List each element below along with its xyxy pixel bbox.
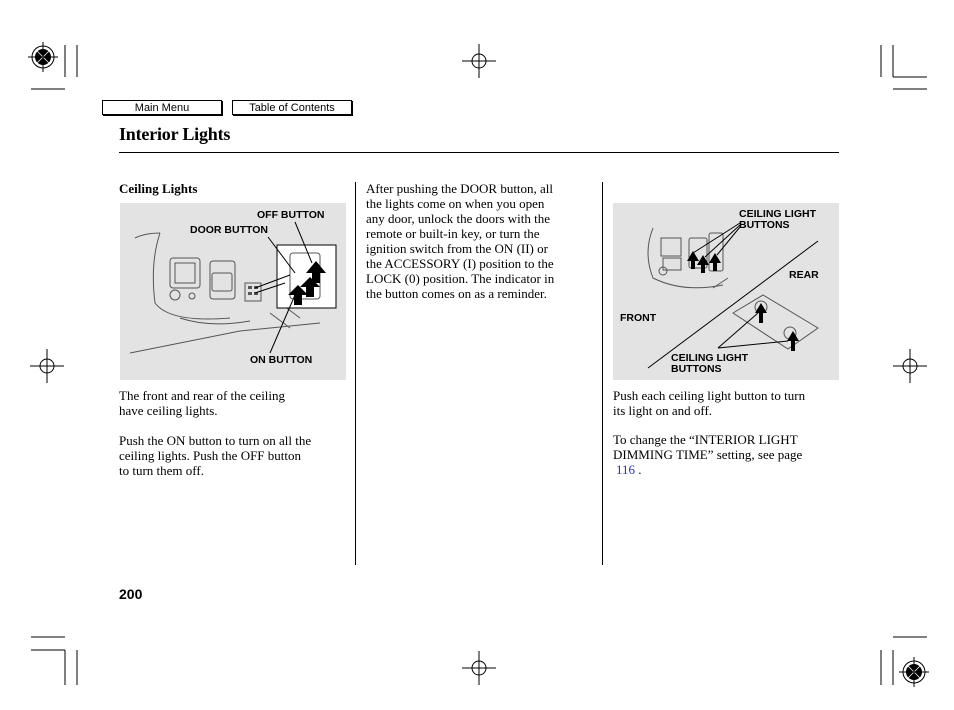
front-label: FRONT xyxy=(620,312,657,324)
door-button-label: DOOR BUTTON xyxy=(190,224,268,236)
front-ceiling-light-figure xyxy=(120,203,346,380)
page-116-link[interactable]: 116 xyxy=(616,462,636,477)
ceiling-light-buttons-bottom-label: CEILING LIGHT BUTTONS xyxy=(671,352,748,375)
section-heading-ceiling-lights: Ceiling Lights xyxy=(119,181,198,196)
ceiling-light-buttons-top-label: CEILING LIGHT BUTTONS xyxy=(739,208,816,231)
page-link-period: . xyxy=(638,462,642,477)
rear-label: REAR xyxy=(789,269,819,281)
page-number: 200 xyxy=(119,586,143,602)
title-rule xyxy=(119,152,839,153)
on-off-instructions: Push the ON button to turn on all the ceiling lights. Push the OFF button to turn them off. xyxy=(119,433,312,478)
door-button-explanation: After pushing the DOOR button, all the lights come on when you open any door, unlock the doors with the remote or built-in key, or turn the ignition switch from the ON (II) or the ACCESSORY (I) position to the LOCK (0) position. The indicator in the button comes on as a reminder. xyxy=(366,181,555,301)
off-button-label: OFF BUTTON xyxy=(257,209,325,221)
main-menu-button[interactable]: Main Menu xyxy=(102,100,222,115)
column-divider-2 xyxy=(602,182,603,565)
dimming-time-reference: To change the “INTERIOR LIGHT DIMMING TIME” setting, see page 116 . xyxy=(613,432,803,477)
ceiling-button-instructions: Push each ceiling light button to turn its light on and off. xyxy=(613,388,806,418)
page-title: Interior Lights xyxy=(119,124,231,144)
table-of-contents-button[interactable]: Table of Contents xyxy=(232,100,352,115)
ceiling-lights-description: The front and rear of the ceiling have ceiling lights. xyxy=(119,388,286,418)
ceiling-light-buttons-figure xyxy=(613,203,839,380)
on-button-label: ON BUTTON xyxy=(250,354,313,366)
column-divider-1 xyxy=(355,182,356,565)
